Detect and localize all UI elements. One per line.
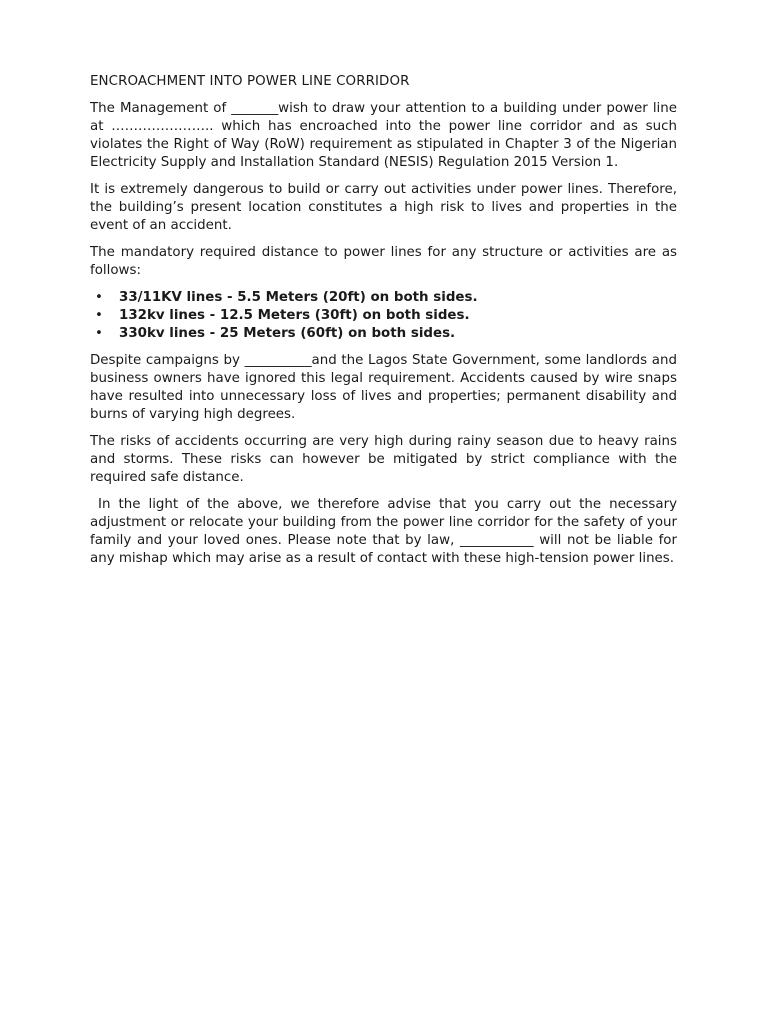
paragraph-management-notice: The Management of _______wish to draw your attention to a building under power line at ………………….. which has encroached into the power line corridor and as such violates the Right of Way (RoW) requirement as stipulated in Chapter 3 of the Nigerian Electricity Supply and Installation Standard (NESIS) Regulation 2015 Version 1. (90, 101, 677, 170)
bullet-icon: • (95, 326, 103, 341)
bullet-icon: • (95, 308, 103, 323)
list-item-132kv (95, 307, 677, 325)
paragraph-danger-warning: It is extremely dangerous to build or carry out activities under power lines. Therefore, the building’s present location constitutes a high risk to lives and properties in the event of an accident. (90, 182, 677, 233)
paragraph-advice: In the light of the above, we therefore advise that you carry out the necessary adjustment or relocate your building from the power line corridor for the safety of your family and your loved ones. Please note that by law, ___________ will not be liable for any mishap which may arise as a result of contact with these high-tension power lines. (90, 497, 677, 566)
paragraph-required-distance: The mandatory required distance to power lines for any structure or activities are as follows: (90, 245, 677, 278)
list-item-text: 33/11KV lines - 5.5 Meters (20ft) on both sides. (119, 290, 478, 305)
distance-list (90, 289, 677, 343)
paragraph-rainy-season-risk: The risks of accidents occurring are very high during rainy season due to heavy rains and storms. These risks can however be mitigated by strict compliance with the required safe distance. (90, 434, 677, 485)
list-item-33-11kv (95, 289, 677, 307)
paragraph-campaigns: Despite campaigns by __________and the Lagos State Government, some landlords and business owners have ignored this legal requirement. Accidents caused by wire snaps have resulted into unnecessary loss of lives and properties; permanent disability and burns of varying high degrees. (90, 353, 677, 422)
document-title: ENCROACHMENT INTO POWER LINE CORRIDOR (90, 74, 410, 89)
list-item-text: 132kv lines - 12.5 Meters (30ft) on both sides. (119, 308, 470, 323)
list-item-text: 330kv lines - 25 Meters (60ft) on both sides. (119, 326, 456, 341)
bullet-icon: • (95, 290, 103, 305)
list-item-330kv (95, 325, 677, 343)
document-page (90, 73, 677, 577)
